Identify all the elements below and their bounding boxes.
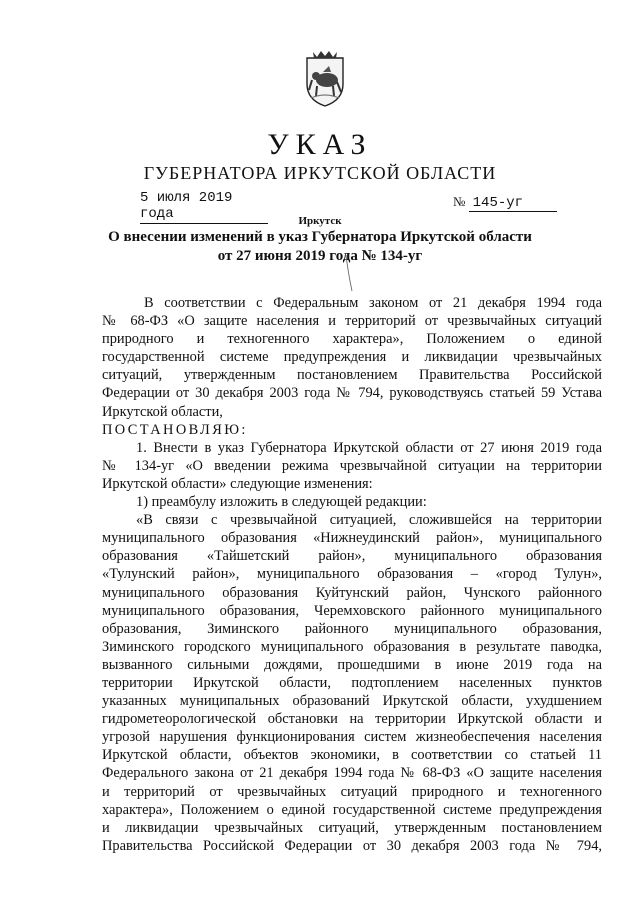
document-heading-line-1: О внесении изменений в указ Губернатора Иркутской области bbox=[108, 229, 532, 245]
pen-mark-icon bbox=[343, 254, 355, 292]
text-line: «В связи с чрезвычайной ситуацией, сложившейся на территории bbox=[136, 512, 602, 529]
decree-keyword: ПОСТАНОВЛЯЮ: bbox=[102, 421, 248, 438]
text-line: Иркутской области» следующие изменения: bbox=[102, 475, 373, 492]
issuer-subtitle: ГУБЕРНАТОРА ИРКУТСКОЙ ОБЛАСТИ bbox=[143, 163, 497, 183]
text-line: № 68-ФЗ «О защите населения и территорий от чрезвычайных ситуаций bbox=[102, 313, 602, 330]
text-line: территории Иркутской области, подтоплением населенных пунктов bbox=[102, 674, 602, 691]
text-line: характера», Положением о единой государственной системе предупреждения bbox=[102, 801, 602, 818]
text-line: Федерального закона от 21 декабря 1994 года № 68-ФЗ «О защите населения bbox=[102, 765, 602, 782]
text-line: 1) преамбулу изложить в следующей редакции: bbox=[136, 494, 427, 511]
text-line: и территорий от чрезвычайных ситуаций природного и техногенного bbox=[102, 783, 602, 800]
document-date: 5 июля 2019 года bbox=[140, 190, 268, 224]
preamble-paragraph bbox=[102, 294, 602, 855]
document-heading-line-2: от 27 июня 2019 года № 134-уг bbox=[217, 248, 423, 264]
text-line: 1. Внести в указ Губернатора Иркутской области от 27 июня 2019 года bbox=[136, 439, 602, 456]
text-line: и ликвидации чрезвычайных ситуаций, утвержденным постановлением bbox=[102, 819, 602, 836]
text-line: муниципального образования «Нижнеудинский район», муниципального bbox=[102, 530, 602, 547]
text-line: муниципального образования, Черемховского районного муниципального bbox=[102, 602, 602, 619]
text-line: Иркутской области, bbox=[102, 403, 223, 420]
text-line: Зиминского городского муниципального образования в результате паводка, bbox=[102, 638, 602, 655]
text-line: № 134-уг «О введении режима чрезвычайной ситуации на территории bbox=[102, 457, 602, 474]
number-value: 145-уг bbox=[469, 195, 557, 212]
document-number bbox=[453, 194, 557, 212]
number-prefix: № bbox=[453, 194, 466, 209]
city-label: Иркутск bbox=[298, 215, 342, 227]
text-line: природного и техногенного характера», Положением о единой bbox=[102, 331, 602, 348]
text-line: государственной системе предупреждения и ликвидации чрезвычайных bbox=[102, 349, 602, 366]
text-line: вызванного сильными дождями, прошедшими в июне 2019 года на bbox=[102, 656, 602, 673]
text-line: ситуаций, утвержденным постановлением Правительства Российской bbox=[102, 367, 602, 384]
text-line: образования «Тайшетский район», муниципального образования bbox=[102, 548, 602, 565]
text-line: указанных муниципальных образований Иркутской области, ухудшением bbox=[102, 693, 602, 710]
document-type-title: УКАЗ bbox=[267, 128, 373, 161]
text-line: «Тулунский район», муниципального образования – «город Тулун», bbox=[102, 566, 602, 583]
text-line: угрозой нарушения функционирования систем жизнеобеспечения населения bbox=[102, 729, 602, 746]
text-line: Федерации от 30 декабря 2003 года № 794, руководствуясь статьей 59 Устава bbox=[102, 385, 602, 402]
text-line: муниципального образования Куйтунский район, Чунского районного bbox=[102, 584, 602, 601]
coat-of-arms-icon bbox=[303, 50, 347, 108]
text-line: гидрометеорологической обстановки на территории Иркутской области и bbox=[102, 711, 602, 728]
text-line: Правительства Российской Федерации от 30 декабря 2003 года № 794, bbox=[102, 837, 602, 854]
text-line: Иркутской области, объектов экономики, в соответствии со статьей 11 bbox=[102, 747, 602, 764]
text-line: В соответствии с Федеральным законом от 21 декабря 1994 года bbox=[144, 295, 602, 311]
text-line: образования, Зиминского районного муниципального образования, bbox=[102, 620, 602, 637]
